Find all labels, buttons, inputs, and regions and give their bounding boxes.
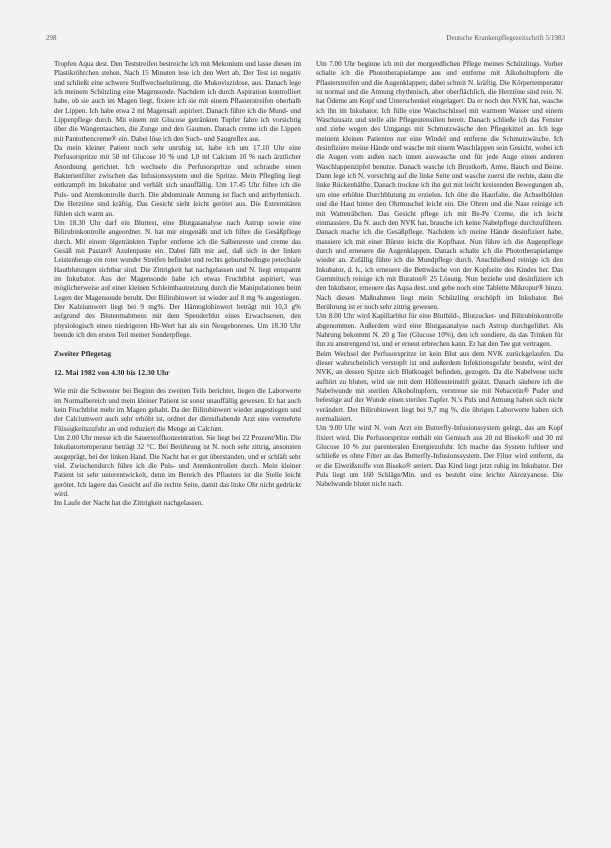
paragraph: Um 18.30 Uhr darf ein Bluttest, eine Blutgasanalyse nach Astrup sowie eine Bilirubinkontrolle angeordnet. N. hat mir eingenäßt und ich führe die Gesäßpflege durch. Mit einem ölgetränkten Tupfer entferne ich die Salbenreste und creme das Gesäß mit Pastan® Azulenpaste ein. Dabei fällt mir auf, daß sich in der linken Leistenbeuge ein roter wunder Streifen befindet und rechts geburtsbedingte petechiale Hautblutungen sichtbar sind. Die Zittrigkeit hat nachgelassen und N. liegt entspannt im Inkubator. Aus der Magensonde habe ich etwas Fruchtblut aspiriert, was möglicherweise auf einer kleinen Schleimhautreizung durch die Manipulationen beim Legen der Magensonde beruht. Der Bilirubinwert ist wieder auf 8 mg % angestiegen. Der Kalziumwert liegt bei 9 mg%. Der Hämoglobinwert beträgt mit 10,3 g% aufgrund des Blutentnahmens mit dem Spenderblut eines Erwachsenen, den physiologisch einen niedrigeren Hb-Wert hat als ein Neugeborenes. Um 18.30 Uhr beende ich den ersten Teil meiner Sonderpflege. xyxy=(54,218,301,339)
page-number: 298 xyxy=(46,34,57,42)
date-heading: 12. Mai 1982 von 4.30 bis 12.30 Uhr xyxy=(54,368,170,378)
section-heading: Zweiter Pflegetag xyxy=(54,349,111,359)
paragraph: Um 2.00 Uhr messe ich die Sauerstoffkonzentration. Sie liegt bei 22 Prozent/Min. Die Inkubatortemperatur beträgt 32 °C. Bei Berührung ist N. noch sehr zittrig, ansonsten ausgeprägt, bei der linken Hand. Die Nacht hat er gut überstanden, und er schläft sehr viel. Zwischendurch führe ich die Puls- und Atemkontrollen durch. Mein kleiner Patient ist sehr unterentwickelt, denn im Bereich des Pflasters ist die Stelle leicht gerötet. Ich lagere das Gesicht auf die rechte Seite, damit das linke Ohr nicht gedrückt wird. xyxy=(54,434,301,499)
paragraph: Tropfen Aqua dest. Den Teststreifen bestreiche ich mit Mekonium und lasse diesen im Plastikröhrchen stehen. Nach 15 Minuten lese ich den Wert ab. Der Test ist negativ und schließt eine schwere Stoffwechselstörung, die Mukoviszidose, aus. Danach lege ich meinem Schützling eine Magensonde. Nachdem ich durch Aspiration kontrolliert habe, ob sie auch im Magen liegt, fixiere ich sie mit einem Pflasterstreifen oberhalb der Lippen. Ich habe etwa 2 ml Magensaft aspiriert. Danach führe ich die Mund- und Lippenpflege durch. Mit einem mit Glucose getränkten Tupfer fahre ich vorsichtig über die Wangentaschen, die Zunge und den Gaumen. Danach creme ich die Lippen mit Pantothencreme® ein. Dabei löse ich den Such- und Saugreflex aus. xyxy=(54,60,301,143)
paragraph: Im Laufe der Nacht hat die Zittrigkeit nachgelassen. xyxy=(54,499,204,508)
right-column xyxy=(316,60,563,490)
paragraph: Um 8.00 Uhr wird Kapillarblut für eine Blutbild-, Blutzucker- und Bilirubinkontrolle abgenommen. Außerdem wird eine Blutgasanalyse nach Astrup durchgeführt. Als Nahrung bekommt N. 20 g Tee (Glucose 10%), den ich sondiere, da das Trinken für ihn zu anstrengend ist, und er erneut erbrechen kann. Er hat den Tee gut vertragen. xyxy=(316,312,563,349)
page-header xyxy=(46,34,565,46)
paragraph: Wie mir die Schwester bei Beginn des zweiten Teils berichtet, liegen die Laborwerte im Normalbereich und mein kleiner Patient ist sonst unauffällig gewesen. Er hat auch kein Fruchtblut mehr im Magen gehabt. Da der Bilirubinwert wieder angestiegen und der Calciumwert auch sehr erhöht ist, ordnet der diensthabende Arzt eine vermehrte Flüssigkeitszufuhr an und reduziert die Menge an Calcium. xyxy=(54,387,301,433)
paragraph: Da mein kleiner Patient noch sehr unruhig ist, habe ich um 17.10 Uhr eine Perfusorspritze mit 50 ml Glucose 10 % und 1,0 ml Calcium 10 % nach ärztlicher Anordnung gerichtet. Ich wechsele die Perfusorspritze und schraube einen Bakterienfilter zwischen das Infusionssystem und die Spritze. Mein Pflegling liegt entkrampft im Inkubator und verhält sich unauffällig. Um 17.45 Uhr führe ich die Puls- und Atemkontrolle durch. Die abdominale Atmung ist flach und arrhythmisch. Die Herztöne sind kräftig. Das Gesicht sieht leicht gerötet aus. Die Extremitäten fühlen sich warm an. xyxy=(54,144,301,218)
left-column xyxy=(54,60,301,509)
journal-title: Deutsche Krankenpflegezeitschrift 5/1983 xyxy=(446,34,565,42)
paragraph: Um 7.00 Uhr beginne ich mit der morgendlichen Pflege meines Schützlings. Vorher schalte ich die Phototherapielampe aus und entferne mit Alkoholtupfern die Pflasterstreifen und die Augenklappen; dabei schreit N. kräftig. Die Körpertemperatur ist normal und die Atmung rhythmisch, aber oberflächlich, die Herztöne sind rein. N. hat Ödeme am Kopf und Unterschenkel eingelagert. Da er noch den NVK hat, wasche ich ihn im Inkubator. Ich fülle eine Waschschüssel mit warmem Wasser und einem Waschzusatz und stelle alle Pflegeutensilien bereit. Danach schließe ich das Fenster und ziehe wegen des Umgangs mit Schmutzwäsche den Pflegekittel an. Ich lege meinem kleinen Patienten nur eine Windel und entferne die Schmutzwäsche. Ich desinfiziere meine Hände und wasche mit einem Waschlappen sein Gesicht, wobei ich die Augen vom außen nach innen auswasche und für jede Auge einen anderen Waschlappenzipfel benutze. Danach wasche ich Brustkorb, Arme, Bauch und Beine. Dann lege ich N. vorsichtig auf die linke Seite und wasche zuerst die rechte, dann die linke Rückenhälfte. Danach trockne ich ihn gut mit leicht kreisenden Bewegungen ab, um eine erhöhte Durchblutung zu erzielen. Ich ölte die Hautfalte, die Achselhöhlen und die Haut hinter den Ohrmuschel leicht ein. Die Ohren und die Nase reinige ich mit Watteträbchen. Das Gesicht pflege ich mit Be-Pe Creme, die ich leicht einmassiere. Da N. auch den NVK hat, brauche ich keine Nabelpflege durchzuführen. Danach mache ich die Gesäßpflege. Nachdem ich meine Hände desinfiziert habe, massiere ich mit einer Bürste leicht die Kopfhaut. Nun führe ich die Augenpflege durch und erneuere die Augenklappen. Danach schalte ich die Phototherapielampe wieder an. Zufällig führe ich die Mundpflege durch. Anschließend reinige ich den Inkubator, d. h., ich erneuere die Bettwäsche von der Kopfseite des Kindes her. Das Gummituch reinige ich mit Buraton® 25 Lösung. Nun beziehe und desinfiziere ich den Inkubator, erneuere das Aqua dest. und gebe noch eine Tablette Mikropur® hinzu. Nach diesen Maßnahmen liegt mein Schützling erschöpft im Inkubator. Bei Berührung ist er noch sehr zittrig gewesen. xyxy=(316,60,563,311)
paragraph: Beim Wechsel der Perfusorspritze ist kein Blut aus dem NVK zurückgelaufen. Da dieser wahrscheinlich verstopft ist und außerdem Infektionsgefahr besteht, wird der NVK, an dessen Spitze sich Blutkoagel befinden, gezogen. Da die Nabelvene nicht aufhört zu bluten, wird sie mit dem Höllensteinstift geätzt. Danach säubere ich die Nabelwunde mit sterilen Alkoholtupfern, verstreue sie mit Nebacetin® Puder und befestige auf der Wunde einen sterilen Tupfer. N.'s Puls und Atmung haben sich nicht verändert. Der Bilirubinwert liegt bei 9,7 mg %, die übrigen Laborwerte haben sich normalisiert. xyxy=(316,349,563,424)
paragraph: Um 9.00 Uhr wird N. vom Arzt ein Butterfly-Infusionssystem gelegt, das am Kopf fixiert wird. Die Perfusorspritze enthält ein Gemisch aus 20 ml Biseko® und 30 ml Glucose 10 % zur parenteralen Energiezufuhr. Ich mache das System luftleer und schließe es ohne Filter an das Butterfly-Infusionssystem. Der Filter wird entfernt, da er die Eiweißstoffe von Biseko® seriert. Das Kind liegt jetzt ruhig im Inkubator. Der Puls liegt um 160 Schläge/Min. und es besteht eine leichte Akrozyanose. Die Nabelwunde blutet nicht nach. xyxy=(316,424,563,489)
